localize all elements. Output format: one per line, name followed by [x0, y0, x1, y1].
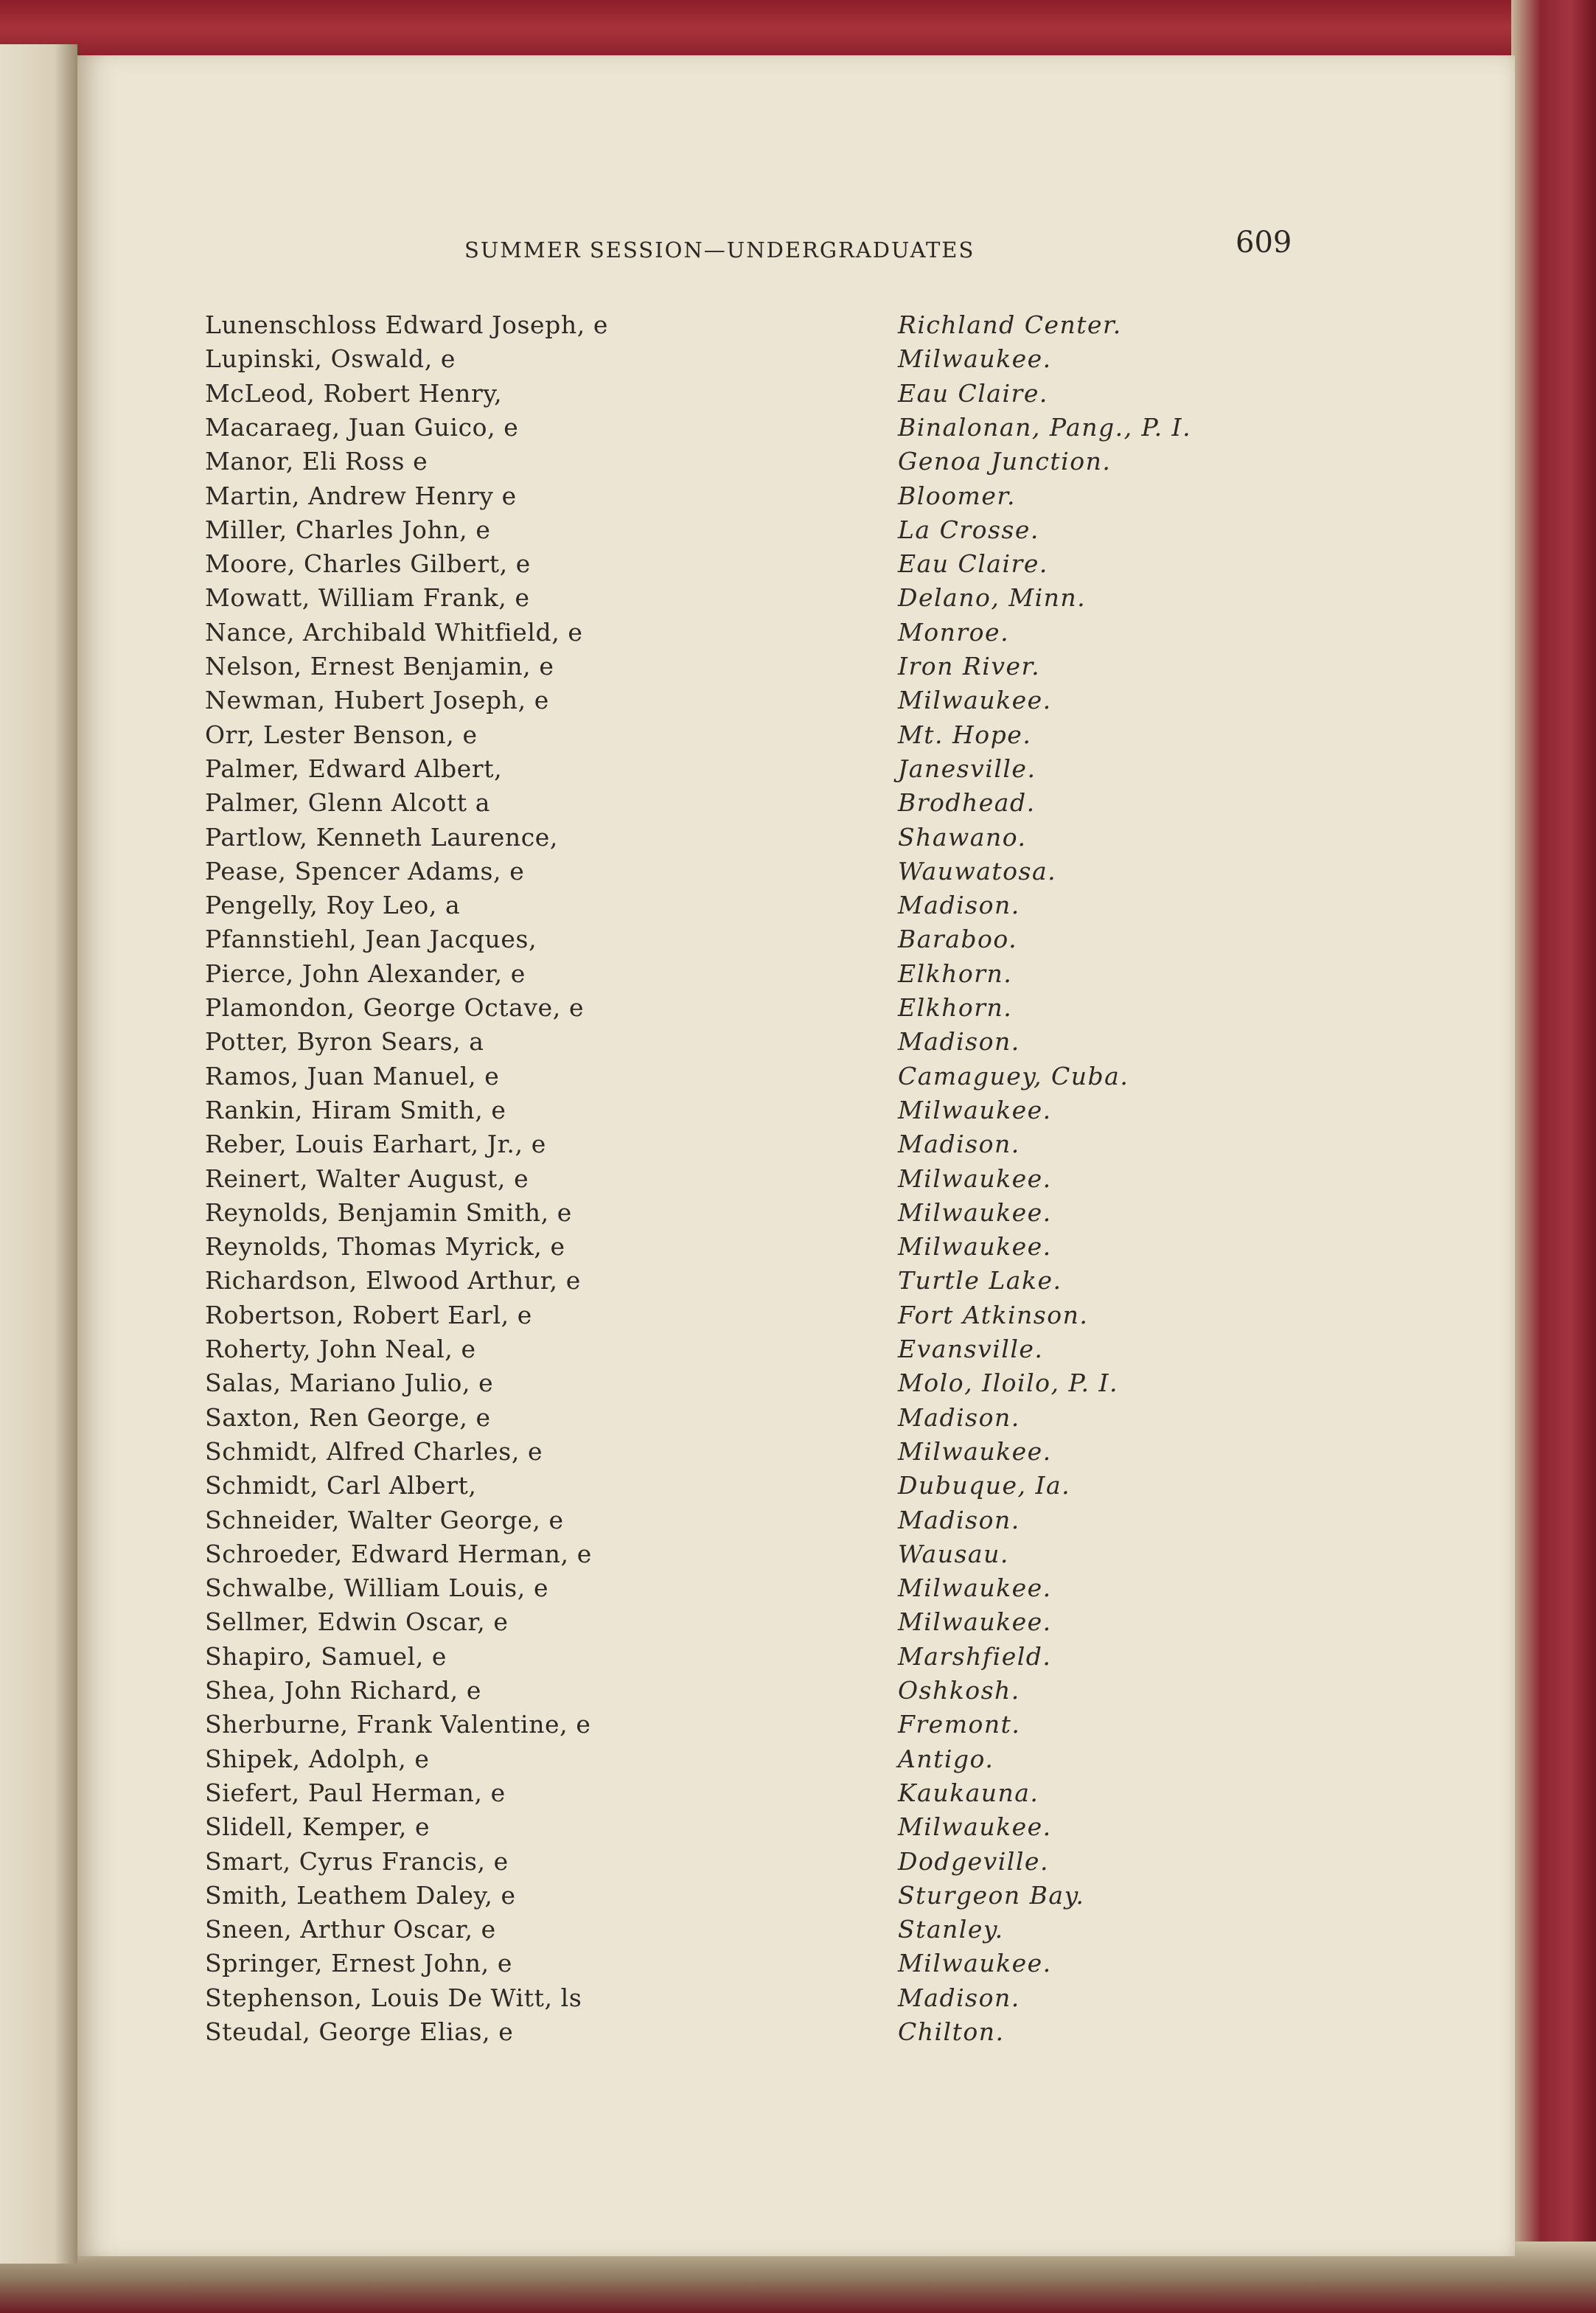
student-hometown: Milwaukee.: [898, 344, 1052, 374]
student-name: Rankin, Hiram Smith, e: [205, 1095, 506, 1124]
student-hometown: Madison.: [898, 891, 1020, 920]
student-name: Reinert, Walter August, e: [205, 1164, 529, 1193]
student-name: Potter, Byron Sears, a: [205, 1027, 484, 1057]
student-name: Springer, Ernest John, e: [205, 1949, 512, 1978]
student-hometown: Turtle Lake.: [898, 1266, 1062, 1295]
list-item: [0, 1127, 1596, 1161]
student-hometown: Oshkosh.: [898, 1676, 1020, 1705]
student-name: Schroeder, Edward Herman, e: [205, 1539, 592, 1568]
student-name: Pengelly, Roy Leo, a: [205, 891, 461, 920]
student-name: Pease, Spencer Adams, e: [205, 856, 525, 886]
list-item: [0, 888, 1596, 922]
list-item: [0, 1332, 1596, 1366]
student-name: Manor, Eli Ross e: [205, 447, 428, 476]
list-item: [0, 445, 1596, 479]
list-item: [0, 616, 1596, 650]
student-name: Steudal, George Elias, e: [205, 2017, 514, 2046]
student-name: Martin, Andrew Henry e: [205, 481, 517, 510]
student-name: Salas, Mariano Julio, e: [205, 1368, 494, 1398]
list-item: [0, 1845, 1596, 1879]
list-item: [0, 1196, 1596, 1230]
list-item: [0, 1298, 1596, 1332]
list-item: [0, 377, 1596, 411]
list-item: [0, 1469, 1596, 1503]
student-name: Shapiro, Samuel, e: [205, 1641, 447, 1671]
list-item: [0, 411, 1596, 445]
student-name: Partlow, Kenneth Laurence,: [205, 822, 559, 852]
student-name: Reynolds, Benjamin Smith, e: [205, 1197, 572, 1227]
student-hometown: Madison.: [898, 1027, 1020, 1057]
student-name: Saxton, Ren George, e: [205, 1402, 491, 1432]
student-hometown: Milwaukee.: [898, 1197, 1052, 1227]
student-name: Siefert, Paul Herman, e: [205, 1778, 506, 1807]
list-item: [0, 1093, 1596, 1127]
student-hometown: Antigo.: [898, 1744, 994, 1773]
student-name: Moore, Charles Gilbert, e: [205, 549, 531, 579]
student-name: Schneider, Walter George, e: [205, 1505, 564, 1534]
student-hometown: Milwaukee.: [898, 1573, 1052, 1603]
list-item: [0, 1879, 1596, 1913]
student-name: Ramos, Juan Manuel, e: [205, 1061, 500, 1091]
student-hometown: Milwaukee.: [898, 1949, 1052, 1978]
student-name: Nelson, Ernest Benjamin, e: [205, 652, 554, 681]
list-item: [0, 922, 1596, 956]
student-hometown: Milwaukee.: [898, 686, 1052, 715]
student-hometown: Fort Atkinson.: [898, 1300, 1089, 1329]
student-hometown: Baraboo.: [898, 925, 1018, 954]
student-hometown: Milwaukee.: [898, 1436, 1052, 1466]
student-hometown: Milwaukee.: [898, 1164, 1052, 1193]
list-item: [0, 1264, 1596, 1298]
student-hometown: Molo, Iloilo, P. I.: [898, 1368, 1118, 1398]
list-item: [0, 821, 1596, 855]
list-item: [0, 1537, 1596, 1571]
student-name: Roherty, John Neal, e: [205, 1335, 476, 1363]
student-name: Newman, Hubert Joseph, e: [205, 686, 549, 715]
student-hometown: Marshfield.: [898, 1641, 1052, 1671]
list-item: [0, 1401, 1596, 1435]
list-item: [0, 1571, 1596, 1605]
student-name: Shipek, Adolph, e: [205, 1744, 430, 1773]
list-item: [0, 1435, 1596, 1469]
list-item: [0, 1605, 1596, 1639]
student-hometown: Janesville.: [898, 754, 1036, 783]
list-item: [0, 1981, 1596, 2015]
list-item: [0, 1742, 1596, 1776]
student-hometown: Genoa Junction.: [898, 447, 1112, 476]
list-item: [0, 513, 1596, 547]
list-item: [0, 855, 1596, 888]
student-name: Pierce, John Alexander, e: [205, 959, 526, 988]
list-item: [0, 1230, 1596, 1264]
list-item: [0, 342, 1596, 376]
student-hometown: Binalonan, Pang., P. I.: [898, 412, 1192, 442]
student-hometown: Delano, Minn.: [898, 583, 1087, 613]
student-hometown: Madison.: [898, 1983, 1020, 2012]
student-hometown: Madison.: [898, 1402, 1020, 1432]
list-item: [0, 786, 1596, 820]
student-hometown: Wausau.: [898, 1539, 1009, 1568]
student-name: Plamondon, George Octave, e: [205, 993, 585, 1022]
list-item: [0, 752, 1596, 786]
student-name: Smith, Leathem Daley, e: [205, 1880, 516, 1910]
student-hometown: Madison.: [898, 1505, 1020, 1534]
student-hometown: Stanley.: [898, 1915, 1004, 1944]
list-item: [0, 718, 1596, 752]
student-name: Pfannstiehl, Jean Jacques,: [205, 925, 537, 954]
list-item: [0, 991, 1596, 1025]
list-item: [0, 1503, 1596, 1537]
list-item: [0, 1810, 1596, 1844]
student-name: Lunenschloss Edward Joseph, e: [205, 310, 609, 339]
student-hometown: Richland Center.: [898, 310, 1122, 339]
student-name: Smart, Cyrus Francis, e: [205, 1846, 509, 1876]
list-item: [0, 650, 1596, 684]
student-name: Nance, Archibald Whitfield, e: [205, 617, 583, 647]
student-hometown: Brodhead.: [898, 788, 1036, 818]
student-name: Reynolds, Thomas Myrick, e: [205, 1232, 565, 1262]
student-name: Macaraeg, Juan Guico, e: [205, 412, 519, 442]
student-name: Robertson, Robert Earl, e: [205, 1300, 532, 1329]
student-name: Schmidt, Alfred Charles, e: [205, 1436, 543, 1466]
student-name: McLeod, Robert Henry,: [205, 378, 503, 408]
student-name: Shea, John Richard, e: [205, 1676, 481, 1705]
student-hometown: Kaukauna.: [898, 1778, 1039, 1807]
student-name: Richardson, Elwood Arthur, e: [205, 1266, 581, 1295]
list-item: [0, 957, 1596, 991]
list-item: [0, 479, 1596, 513]
student-hometown: Wauwatosa.: [898, 856, 1057, 886]
student-name: Reber, Louis Earhart, Jr., e: [205, 1130, 546, 1159]
student-name: Palmer, Edward Albert,: [205, 754, 503, 783]
student-name: Schmidt, Carl Albert,: [205, 1471, 477, 1500]
running-header: SUMMER SESSION—UNDERGRADUATES: [464, 237, 975, 262]
student-hometown: Eau Claire.: [898, 549, 1048, 579]
list-item: [0, 1640, 1596, 1674]
student-hometown: La Crosse.: [898, 515, 1039, 544]
student-hometown: Shawano.: [898, 822, 1027, 852]
page-number: 609: [1236, 226, 1292, 260]
student-name: Palmer, Glenn Alcott a: [205, 788, 490, 818]
student-hometown: Elkhorn.: [898, 959, 1013, 988]
list-item: [0, 1708, 1596, 1742]
list-item: [0, 547, 1596, 581]
list-item: [0, 1776, 1596, 1810]
list-item: [0, 1025, 1596, 1059]
student-hometown: Eau Claire.: [898, 378, 1048, 408]
student-hometown: Dodgeville.: [898, 1846, 1049, 1876]
student-name: Orr, Lester Benson, e: [205, 720, 478, 749]
student-hometown: Dubuque, Ia.: [898, 1471, 1071, 1500]
student-hometown: Iron River.: [898, 652, 1041, 681]
student-hometown: Milwaukee.: [898, 1095, 1052, 1124]
list-item: [0, 1162, 1596, 1196]
student-name: Slidell, Kemper, e: [205, 1812, 431, 1842]
student-name: Stephenson, Louis De Witt, ls: [205, 1983, 582, 2012]
list-item: [0, 1947, 1596, 1980]
student-hometown: Evansville.: [898, 1335, 1044, 1363]
student-hometown: Bloomer.: [898, 481, 1017, 510]
student-hometown: Milwaukee.: [898, 1607, 1052, 1637]
student-name: Mowatt, William Frank, e: [205, 583, 530, 613]
student-name: Schwalbe, William Louis, e: [205, 1573, 549, 1603]
student-name: Miller, Charles John, e: [205, 515, 491, 544]
student-hometown: Milwaukee.: [898, 1812, 1052, 1842]
list-item: [0, 684, 1596, 717]
student-hometown: Sturgeon Bay.: [898, 1880, 1085, 1910]
student-name: Lupinski, Oswald, e: [205, 344, 456, 374]
list-item: [0, 1060, 1596, 1093]
student-hometown: Mt. Hope.: [898, 720, 1032, 749]
list-item: [0, 1913, 1596, 1947]
student-hometown: Monroe.: [898, 617, 1010, 647]
student-hometown: Milwaukee.: [898, 1232, 1052, 1262]
list-item: [0, 581, 1596, 615]
student-hometown: Elkhorn.: [898, 993, 1013, 1022]
list-item: [0, 308, 1596, 342]
list-item: [0, 1674, 1596, 1708]
student-hometown: Camaguey, Cuba.: [898, 1061, 1129, 1091]
student-hometown: Madison.: [898, 1130, 1020, 1159]
list-item: [0, 1366, 1596, 1400]
student-hometown: Chilton.: [898, 2017, 1005, 2046]
student-name: Sellmer, Edwin Oscar, e: [205, 1607, 509, 1637]
student-name: Sneen, Arthur Oscar, e: [205, 1915, 496, 1944]
list-item: [0, 2015, 1596, 2049]
student-hometown: Fremont.: [898, 1710, 1021, 1739]
student-name: Sherburne, Frank Valentine, e: [205, 1710, 591, 1739]
